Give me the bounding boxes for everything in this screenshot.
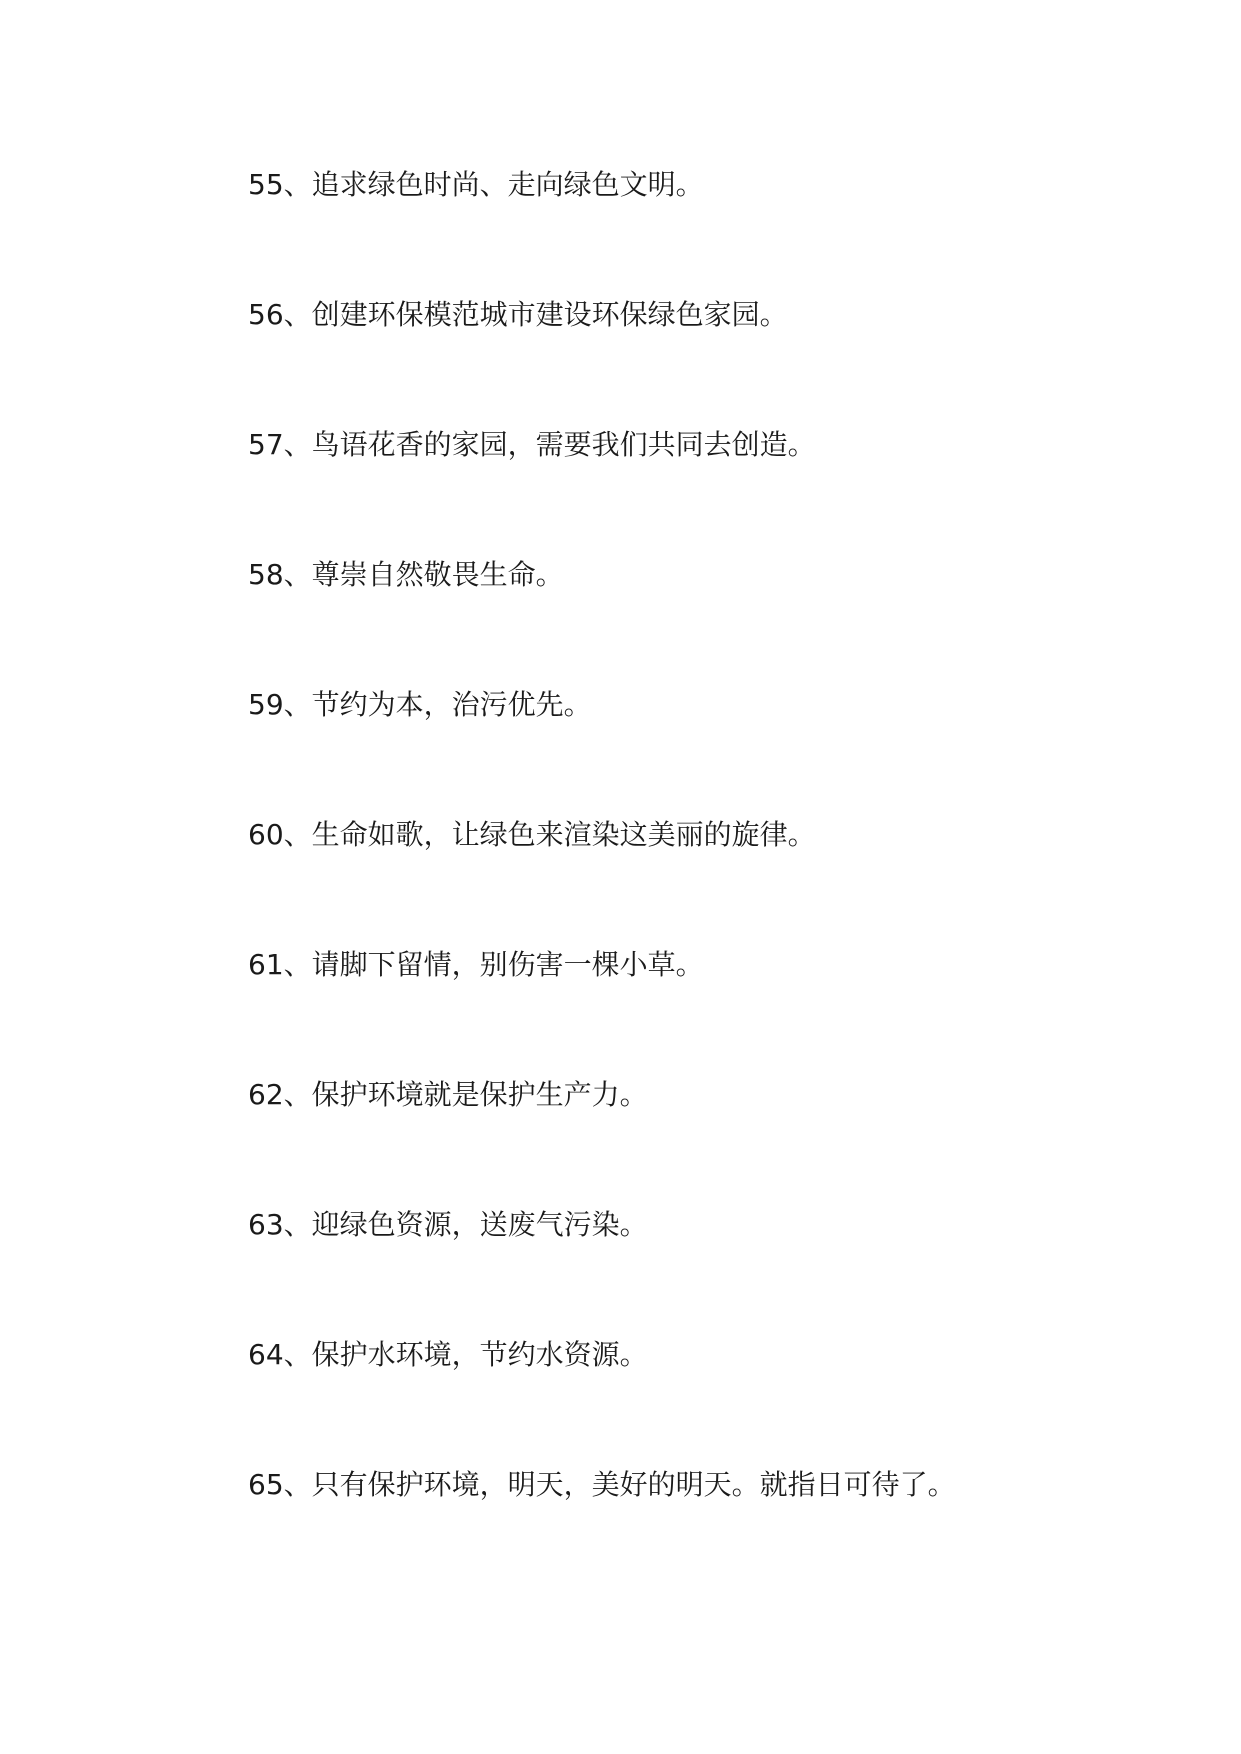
slogan-number: 59 <box>248 688 284 721</box>
slogan-separator: 、 <box>283 168 312 201</box>
slogan-text: 鸟语花香的家园，需要我们共同去创造。 <box>311 428 816 461</box>
slogan-item <box>248 1198 956 1328</box>
slogan-text: 尊崇自然敬畏生命。 <box>311 558 564 591</box>
slogan-item <box>248 1068 956 1198</box>
slogan-number: 62 <box>248 1078 284 1111</box>
slogan-item <box>248 808 956 938</box>
slogan-number: 63 <box>248 1208 284 1241</box>
slogan-item <box>248 678 956 808</box>
slogan-number: 57 <box>248 428 284 461</box>
slogan-separator: 、 <box>283 818 312 851</box>
slogan-item <box>248 1328 956 1458</box>
slogan-text: 创建环保模范城市建设环保绿色家园。 <box>311 298 788 331</box>
slogan-separator: 、 <box>283 1468 312 1501</box>
slogan-separator: 、 <box>283 688 312 721</box>
slogan-number: 64 <box>248 1338 284 1371</box>
slogan-separator: 、 <box>283 428 312 461</box>
slogan-item <box>248 548 956 678</box>
slogan-separator: 、 <box>283 1208 312 1241</box>
slogan-number: 61 <box>248 948 284 981</box>
slogan-item <box>248 938 956 1068</box>
slogan-separator: 、 <box>283 1078 312 1111</box>
slogan-item <box>248 1458 956 1588</box>
slogan-text: 只有保护环境，明天，美好的明天。就指日可待了。 <box>311 1468 956 1501</box>
slogan-number: 58 <box>248 558 284 591</box>
slogan-item <box>248 158 956 288</box>
slogan-item <box>248 288 956 418</box>
slogan-list <box>248 158 956 1588</box>
slogan-item <box>248 418 956 548</box>
slogan-number: 60 <box>248 818 284 851</box>
slogan-text: 请脚下留情，别伤害一棵小草。 <box>311 948 704 981</box>
slogan-text: 追求绿色时尚、走向绿色文明。 <box>311 168 704 201</box>
slogan-number: 56 <box>248 298 284 331</box>
slogan-text: 生命如歌，让绿色来渲染这美丽的旋律。 <box>311 818 816 851</box>
slogan-number: 65 <box>248 1468 284 1501</box>
slogan-separator: 、 <box>283 1338 312 1371</box>
slogan-separator: 、 <box>283 558 312 591</box>
slogan-text: 保护环境就是保护生产力。 <box>311 1078 648 1111</box>
slogan-separator: 、 <box>283 948 312 981</box>
slogan-text: 迎绿色资源，送废气污染。 <box>311 1208 648 1241</box>
slogan-text: 保护水环境，节约水资源。 <box>311 1338 648 1371</box>
slogan-separator: 、 <box>283 298 312 331</box>
slogan-text: 节约为本，治污优先。 <box>311 688 592 721</box>
slogan-number: 55 <box>248 168 284 201</box>
